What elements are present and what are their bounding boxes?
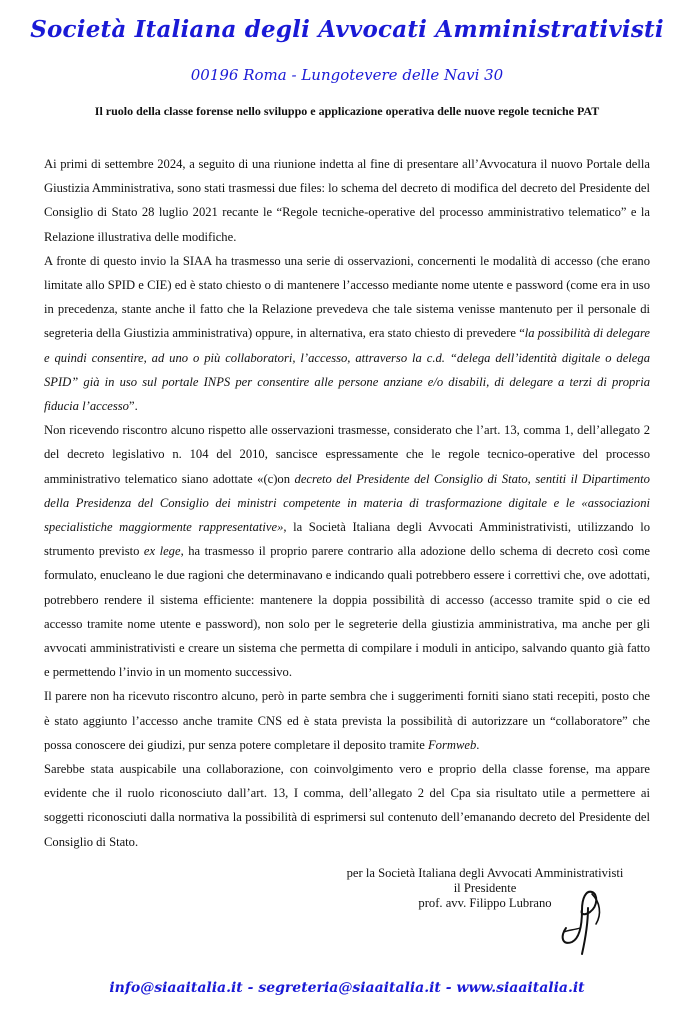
paragraph-4-formweb: Formweb — [427, 737, 477, 752]
paragraph-4-end: . — [476, 737, 480, 752]
signature-role-line: il Presidente — [453, 881, 517, 895]
footer-contacts: info@siaaitalia.it - segreteria@siaaitalia.it - www.siaaitalia.it — [109, 980, 585, 996]
signature-name-line: prof. avv. Filippo Lubrano — [418, 896, 552, 910]
signature-org-line: per la Società Italiana degli Avvocati Amministrativisti — [346, 866, 624, 880]
paragraph-3-text-2: , la Società Italiana degli Avvocati Amministrativisti, utilizzando lo strumento previsto — [44, 520, 650, 559]
document-body — [44, 152, 650, 854]
paragraph-2-text: A fronte di questo invio la SIAA ha trasmesso una serie di osservazioni, concernenti le modalità di accesso (che erano limitate allo SPID e CIE) ed è stato chiesto o di mantenere l’accesso mediante nome utente e password (come era in uso in precedenza, stante anche il fatto che la Relazione prevedeva che tale sistema venisse mantenuto per il personale di segreteria della Giustizia amministrativa) oppure, in alternativa, era stato chiesto di prevedere “ — [44, 253, 650, 341]
paragraph-2 — [44, 249, 650, 418]
paragraph-4-text: Il parere non ha ricevuto riscontro alcuno, però in parte sembra che i suggerimenti forniti siano stati recepiti, posto che è stato aggiunto l’accesso anche tramite CNS ed è stata prevista la possibilità di autorizzare un “collaboratore” che possa conoscere dei giudizi, pur senza potere completare il deposito tramite — [44, 689, 650, 752]
paragraph-3-quote: decreto del Presidente del Consiglio di Stato, sentiti il Dipartimento della Presidenza del Consiglio dei ministri competente in materia di trasformazione digitale e le «associazioni specialistiche maggiormente rappresentative» — [44, 471, 650, 535]
paragraph-3-text: Non ricevendo riscontro alcuno rispetto alle osservazioni trasmesse, considerato che l’art. 13, comma 1, dell’allegato 2 del decreto legislativo n. 104 del 2010, sancisce espressamente che le regole tecnico-operative del processo amministrativo telematico siano adottate «(c)on — [44, 423, 650, 486]
paragraph-2-quote: la possibilità di delegare e quindi consentire, ad uno o più collaboratori, l’accesso, attraverso la c.d. “delega dell’identità digitale o delega SPID” già in uso sul portale INPS per consentire alle persone anziane e/o disabili, di delegare a terzi di propria fiducia l’accesso — [44, 326, 650, 414]
document-heading: Il ruolo della classe forense nello sviluppo e applicazione operativa delle nuove regole tecniche PAT — [94, 104, 600, 118]
paragraph-3-ex-lege: ex lege — [143, 544, 181, 559]
paragraph-5: Sarebbe stata auspicabile una collaborazione, con coinvolgimento vero e proprio della classe forense, ma appare evidente che il ruolo riconosciuto dall’art. 13, I comma, dell’allegato 2 del Cpa sia risultato utile a permettere ai soggetti riconosciuti dalla normativa la possibilità di esprimersi sul contenuto dell’emanando decreto del Presidente del Consiglio di Stato. — [44, 762, 650, 849]
paragraph-3 — [44, 418, 650, 684]
letterhead-address: 00196 Roma - Lungotevere delle Navi 30 — [190, 66, 504, 84]
signature-block — [300, 866, 670, 911]
paragraph-4 — [44, 684, 650, 757]
paragraph-1: Ai primi di settembre 2024, a seguito di una riunione indetta al fine di presentare all’Avvocatura il nuovo Portale della Giustizia Amministrativa, sono stati trasmessi due files: lo schema del decreto di modifica del decreto del Presidente del Consiglio di Stato 28 luglio 2021 recante le “Regole tecniche-operative del processo amministrativo telematico” e la Relazione illustrativa delle modifiche. — [44, 157, 650, 244]
letterhead-title: Società Italiana degli Avvocati Amministrativisti — [30, 16, 664, 43]
handwritten-signature — [558, 884, 606, 960]
paragraph-3-text-3: , ha trasmesso il proprio parere contrario alla adozione dello schema di decreto così come formulato, enucleano le due ragioni che determinavano e indicando quali potrebbero essere i correttivi che, ove adottati, potrebbero rendere il sistema efficiente: mantenere la doppia possibilità di accesso (accesso tramite spid o cie ed accesso tramite nome utente e password), non solo per le segreterie della giustizia amministrativa, ma anche per gli avvocati amministrativisti e creare un sistema che permetta di compilare i moduli in anticipo, salvando quanto già fatto e permettendo l’invio in un momento successivo. — [44, 544, 650, 680]
paragraph-2-end: ”. — [128, 399, 138, 414]
